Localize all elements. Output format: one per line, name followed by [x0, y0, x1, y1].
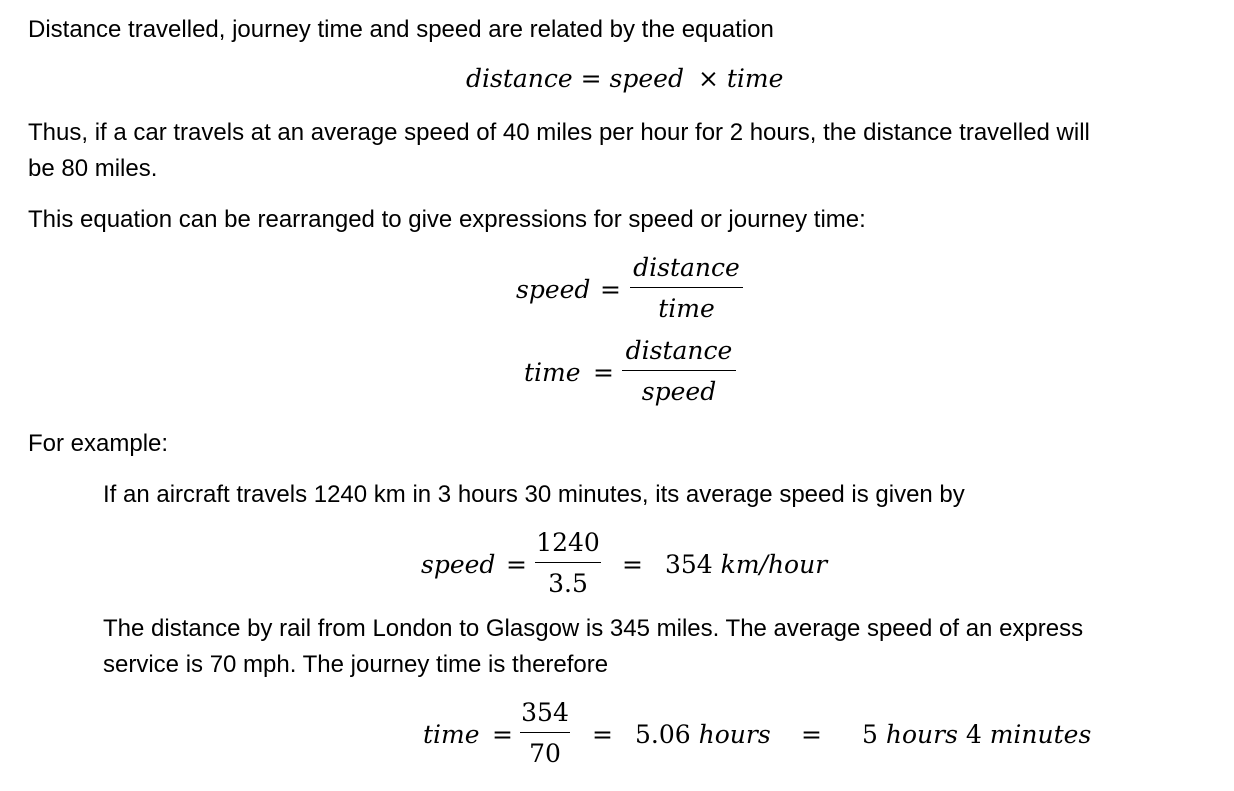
- eq5-result1: [635, 720, 771, 749]
- example-aircraft-text: If an aircraft travels 1240 km in 3 hours 30 minutes, its average speed is given by: [103, 481, 965, 508]
- equation-distance: [466, 64, 783, 93]
- eq5-fraction: [520, 698, 570, 769]
- eq5-result1-unit: hours: [698, 720, 771, 749]
- eq5-result2-hours-unit: hours: [885, 720, 958, 749]
- eq4-result-value: 354: [665, 550, 713, 579]
- paragraph-example-car-line1: Thus, if a car travels at an average speed of 40 miles per hour for 2 hours, the distance travelled will: [28, 119, 1090, 146]
- eq5-result2-hours-value: 5: [862, 720, 878, 749]
- eq3-fraction: [622, 336, 736, 407]
- eq2-equals: =: [600, 275, 621, 304]
- eq4-result-unit: km/hour: [720, 550, 828, 579]
- eq2-fraction-bar: [630, 287, 743, 288]
- eq5-lhs: time: [423, 720, 480, 749]
- eq5-denominator: 70: [529, 739, 561, 768]
- eq3-denominator: speed: [641, 377, 717, 406]
- eq5-equals-3: =: [801, 720, 822, 749]
- eq5-numerator: 354: [521, 698, 569, 727]
- eq2-lhs: speed: [516, 275, 591, 304]
- eq5-equals: =: [492, 720, 513, 749]
- eq5-equals-2: =: [592, 720, 613, 749]
- eq1-lhs: distance: [466, 64, 573, 93]
- eq5-result2: [862, 720, 1091, 749]
- eq1-time: time: [726, 64, 784, 93]
- paragraph-intro: Distance travelled, journey time and speed are related by the equation: [28, 16, 774, 43]
- eq4-denominator: 3.5: [548, 569, 588, 598]
- eq5-result2-minutes-unit: minutes: [989, 720, 1092, 749]
- eq4-lhs: speed: [421, 550, 496, 579]
- eq3-numerator: distance: [625, 336, 733, 365]
- paragraph-rearranged: This equation can be rearranged to give expressions for speed or journey time:: [28, 206, 866, 233]
- eq3-equals: =: [593, 358, 614, 387]
- eq4-fraction: [535, 528, 601, 599]
- eq3-fraction-bar: [622, 370, 736, 371]
- eq5-result1-value: 5.06: [635, 720, 691, 749]
- eq4-equals: =: [506, 550, 527, 579]
- eq2-denominator: time: [658, 294, 715, 323]
- eq4-equals-2: =: [622, 550, 643, 579]
- eq1-equals: =: [580, 64, 602, 93]
- paragraph-for-example: For example:: [28, 430, 169, 457]
- eq5-fraction-bar: [520, 732, 570, 733]
- example-rail-line2: service is 70 mph. The journey time is therefore: [103, 651, 609, 678]
- eq5-result2-minutes-value: 4: [965, 720, 982, 749]
- eq3-lhs: time: [524, 358, 581, 387]
- eq4-result: [665, 550, 827, 579]
- example-rail-line1: The distance by rail from London to Glasgow is 345 miles. The average speed of an express: [103, 615, 1084, 642]
- eq1-times: ×: [697, 64, 719, 93]
- eq4-fraction-bar: [535, 562, 601, 563]
- eq2-numerator: distance: [633, 253, 740, 282]
- paragraph-example-car-line2: be 80 miles.: [28, 155, 158, 182]
- eq2-fraction: [630, 253, 743, 324]
- eq4-numerator: 1240: [536, 528, 600, 557]
- eq1-speed: speed: [609, 64, 684, 93]
